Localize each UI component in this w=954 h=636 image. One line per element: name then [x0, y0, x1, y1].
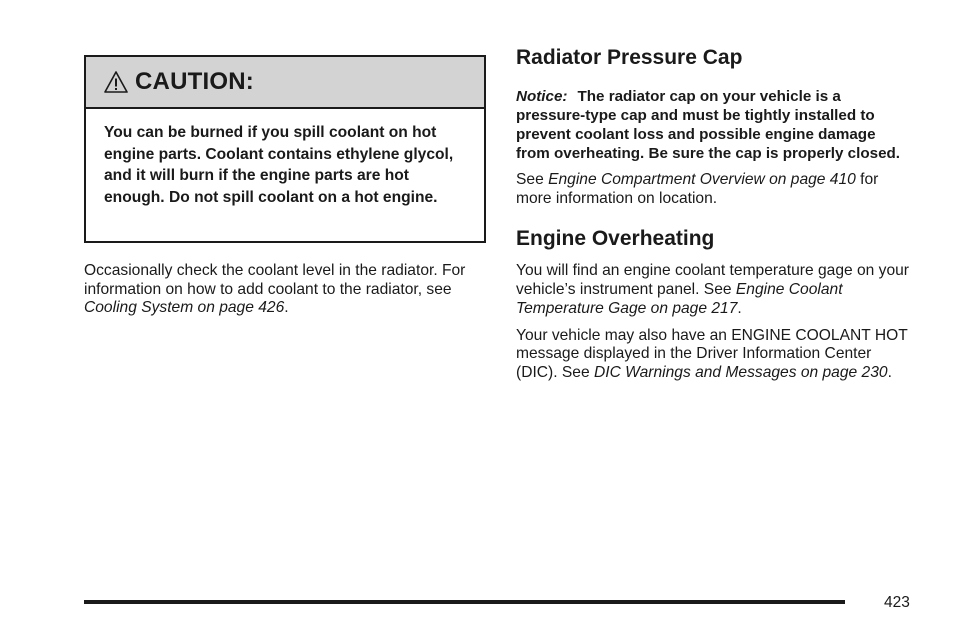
caution-text: You can be burned if you spill coolant on hot engine parts. Coolant contains ethylene glycol, and it will burn if the engine parts are hot enough. Do not spill coolant on a hot engine. [104, 124, 454, 206]
notice-label: Notice: [516, 88, 568, 105]
caution-header [86, 57, 484, 109]
radiator-heading: Radiator Pressure Cap [516, 46, 743, 69]
footer-rule [84, 600, 845, 604]
right-column [516, 44, 912, 383]
dic-warnings-ref: DIC Warnings and Messages on page 230 [593, 363, 888, 381]
location-paragraph: See Engine Compartment Overview on page 410 for more information on location. [516, 171, 879, 207]
gage-paragraph: You will find an engine coolant temperature gage on your vehicle’s instrument panel. See Engine Coolant Temperature Gage on page 217. [516, 262, 910, 317]
caution-box [84, 55, 486, 243]
temperature-gage-ref: Engine Coolant Temperature Gage on page 217 [516, 281, 843, 317]
page-number: 423 [884, 594, 910, 611]
warning-triangle-icon [104, 70, 128, 94]
cooling-system-ref: Cooling System on page 426 [84, 299, 285, 317]
engine-compartment-ref: Engine Compartment Overview on page 410 [548, 171, 856, 188]
left-column [84, 55, 486, 318]
overheating-heading: Engine Overheating [516, 227, 715, 251]
dic-paragraph: Your vehicle may also have an ENGINE COOLANT HOT message displayed in the Driver Information Center (DIC). See DIC Warnings and Messages on page 230. [516, 326, 908, 381]
caution-title: CAUTION: [135, 68, 254, 95]
coolant-check-paragraph: Occasionally check the coolant level in the radiator. For information on how to add coolant to the radiator, see Cooling System on page 426. [84, 262, 466, 317]
notice-paragraph: Notice: The radiator cap on your vehicle is a pressure-type cap and must be tightly installed to prevent coolant loss and possible engine damage from overheating. Be sure the cap is properly closed. [516, 88, 901, 162]
